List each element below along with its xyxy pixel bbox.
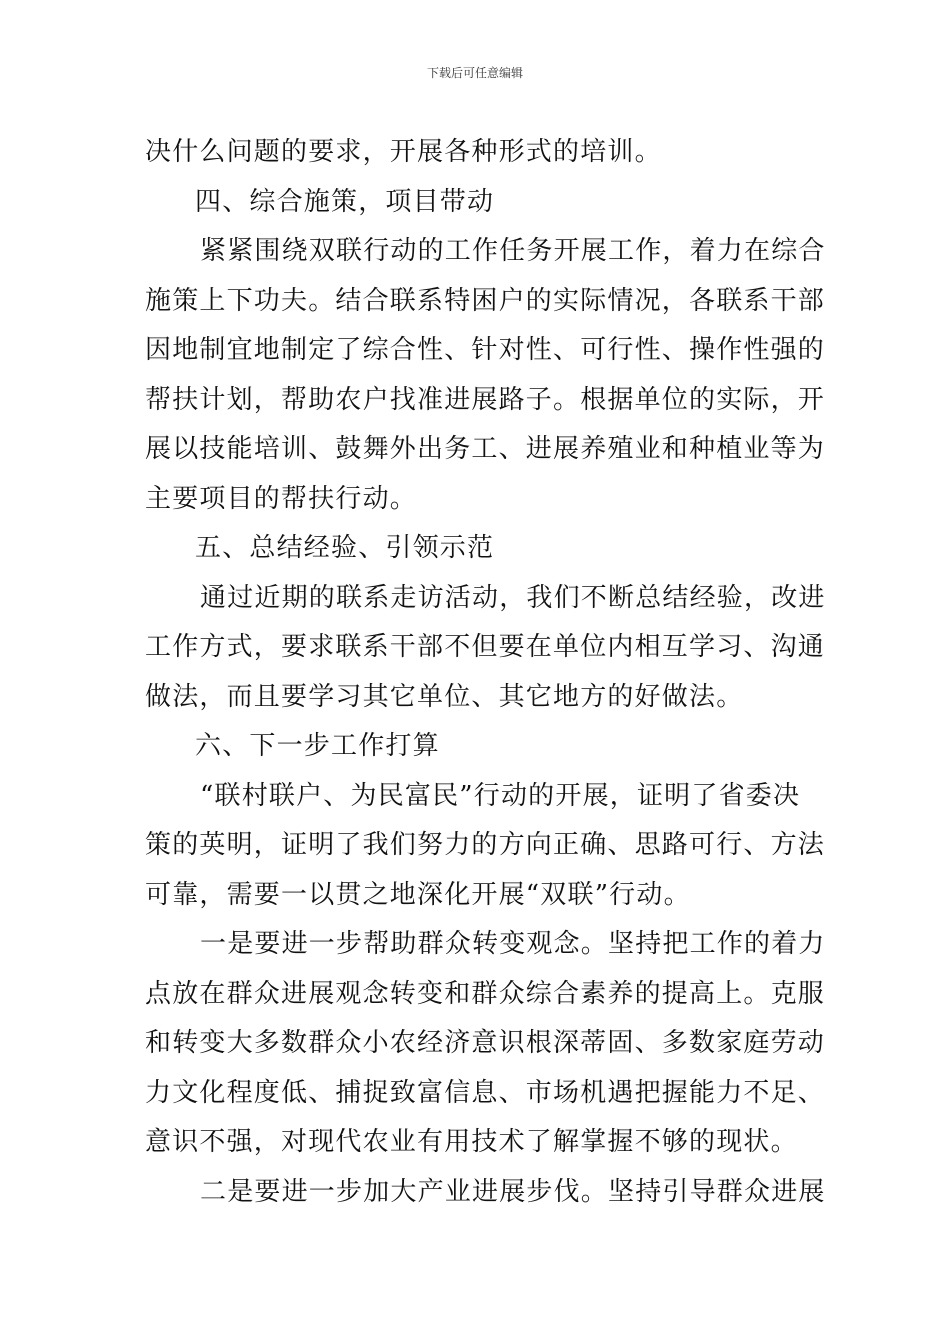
paragraph-line: 施策上下功夫。结合联系特困户的实际情况，各联系干部: [145, 285, 826, 316]
paragraph-line: 点放在群众进展观念转变和群众综合素养的提高上。克服: [145, 978, 826, 1009]
document-body: [145, 128, 826, 1217]
paragraph-line: 帮扶计划，帮助农户找准进展路子。根据单位的实际，开: [145, 384, 826, 415]
paragraph-line: 展以技能培训、鼓舞外出务工、进展养殖业和种植业等为: [145, 434, 826, 464]
paragraph-line: 决什么问题的要求，开展各种形式的培训。: [145, 137, 662, 167]
paragraph-line: 做法，而且要学习其它单位、其它地方的好做法。: [145, 681, 744, 712]
paragraph-line: 主要项目的帮扶行动。: [145, 483, 418, 514]
section-heading: 五、总结经验、引领示范: [195, 533, 495, 563]
paragraph-line: 二是要进一步加大产业进展步伐。坚持引导群众进展: [200, 1176, 826, 1207]
paragraph-line: 通过近期的联系走访活动，我们不断总结经验，改进: [200, 582, 826, 613]
paragraph-line: “联村联户、为民富民”行动的开展，证明了省委决: [200, 780, 801, 811]
paragraph-line: 因地制宜地制定了综合性、针对性、可行性、操作性强的: [145, 335, 826, 365]
paragraph-line: 和转变大多数群众小农经济意识根深蒂固、多数家庭劳动: [145, 1028, 826, 1058]
section-heading: 四、综合施策，项目带动: [195, 186, 495, 217]
paragraph-line: 一是要进一步帮助群众转变观念。坚持把工作的着力: [200, 929, 826, 959]
paragraph-line: 意识不强，对现代农业有用技术了解掌握不够的现状。: [145, 1127, 798, 1157]
section-heading: 六、下一步工作打算: [195, 731, 440, 761]
paragraph-line: 紧紧围绕双联行动的工作任务开展工作，着力在综合: [200, 236, 826, 266]
paragraph-line: 可靠，需要一以贯之地深化开展“双联”行动。: [145, 879, 691, 910]
paragraph-line: 策的英明，证明了我们努力的方向正确、思路可行、方法: [145, 830, 826, 860]
page-header: 下载后可任意编辑: [426, 66, 523, 80]
paragraph-line: 力文化程度低、捕捉致富信息、市场机遇把握能力不足、: [145, 1077, 826, 1108]
paragraph-line: 工作方式，要求联系干部不但要在单位内相互学习、沟通: [145, 632, 826, 662]
